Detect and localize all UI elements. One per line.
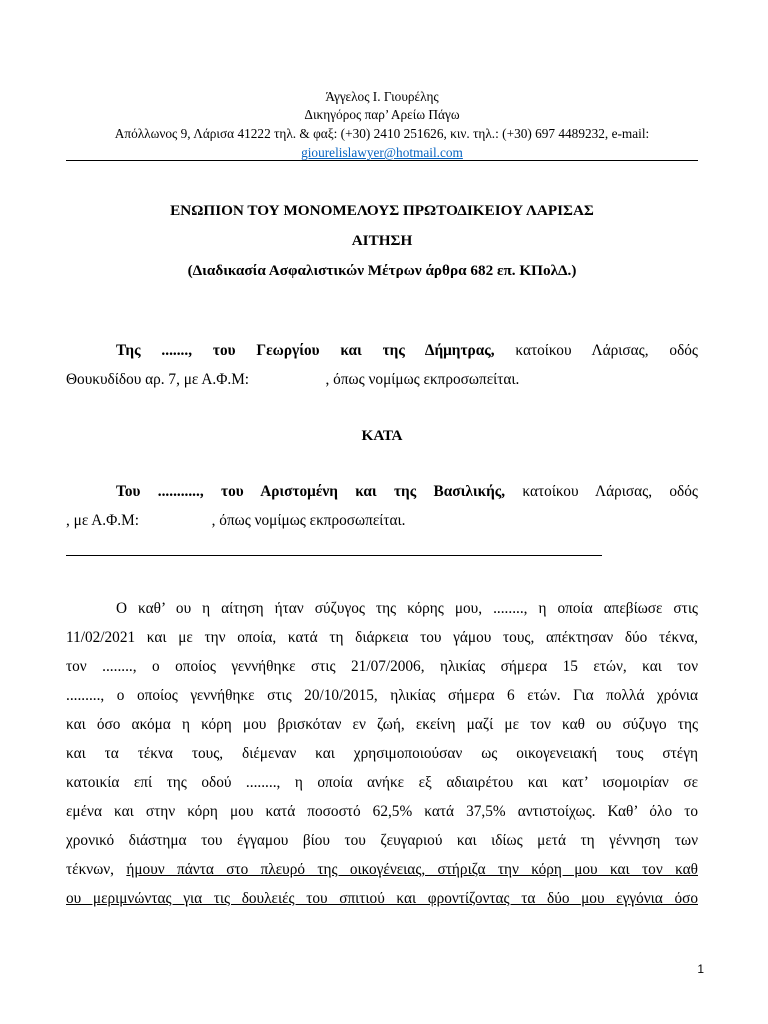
email-link[interactable]: giourelislawyer@hotmail.com: [301, 145, 463, 160]
body-line-1: Ο καθ’ ου η αίτηση ήταν σύζυγος της κόρης μου, ........, η οποία απεβίωσε στις: [116, 600, 698, 617]
procedure-subtitle: (Διαδικασία Ασφαλιστικών Μέτρων άρθρα 682 επ. ΚΠολΔ.): [187, 262, 577, 279]
body-line-10: τέκνων, ήμουν πάντα στο πλευρό της οικογένειας, στήριζα την κόρη μου και τον καθ: [66, 861, 698, 878]
section-separator: [66, 555, 602, 556]
document-type: ΑΙΤΗΣΗ: [351, 232, 413, 249]
body-line-6: και τα τέκνα τους, διέμεναν και χρησιμοποιούσαν ως οικογενειακή τους στέγη: [66, 745, 698, 762]
respondent-line-2: , με Α.Φ.Μ: , όπως νομίμως εκπροσωπείται.: [66, 512, 406, 529]
kata-heading: ΚΑΤΑ: [361, 427, 403, 444]
body-line-11: [66, 889, 698, 909]
header-divider: [66, 160, 698, 161]
applicant-line-1: Της ......., του Γεωργίου και της Δήμητρας, κατοίκου Λάρισας, οδός: [116, 342, 698, 359]
body-line-7: κατοικία επί της οδού ........, η οποία ανήκε εξ αδιαιρέτου και κατ’ ισομοιρίαν σε: [66, 774, 698, 791]
underlined-text: ου μεριμνώντας για τις δουλειές του σπιτιού και φροντίζοντας τα δύο μου εγγόνια όσο: [66, 890, 698, 907]
body-line-3: τον ........, ο οποίος γεννήθηκε στις 21/07/2006, ηλικίας σήμερα 15 ετών, και τον: [66, 658, 698, 675]
lawyer-title: Δικηγόρος παρ’ Αρείω Πάγω: [304, 107, 460, 122]
body-line-2: 11/02/2021 και με την οποία, κατά τη διάρκεια του γάμου τους, απέκτησαν δύο τέκνα,: [66, 629, 698, 646]
page-number: 1: [697, 962, 704, 976]
body-line-8: εμένα και στην κόρη μου κατά ποσοστό 62,5% κατά 37,5% αντιστοίχως. Καθ’ όλο το: [66, 803, 698, 820]
respondent-name: Του ..........., του Αριστομένη και της Βασιλικής,: [116, 483, 506, 500]
underlined-text: ήμουν πάντα στο πλευρό της οικογένειας, στήριζα την κόρη μου και τον καθ: [126, 861, 698, 878]
applicant-name: Της ......., του Γεωργίου και της Δήμητρας,: [116, 342, 495, 359]
applicant-line-2: Θουκυδίδου αρ. 7, με Α.Φ.Μ: , όπως νομίμως εκπροσωπείται.: [66, 371, 520, 388]
lawyer-address: Απόλλωνος 9, Λάρισα 41222 τηλ. & φαξ: (+30) 2410 251626, κιν. τηλ.: (+30) 697 4489232, e-mail:: [114, 126, 650, 141]
respondent-line-1: Του ..........., του Αριστομένη και της Βασιλικής, κατοίκου Λάρισας, οδός: [116, 483, 698, 500]
lawyer-name: Άγγελος Ι. Γιουρέλης: [325, 89, 439, 104]
court-heading: ΕΝΩΠΙΟΝ ΤΟΥ ΜΟΝΟΜΕΛΟΥΣ ΠΡΩΤΟΔΙΚΕΙΟΥ ΛΑΡΙΣΑΣ: [170, 202, 594, 219]
body-line-4: ........., ο οποίος γεννήθηκε στις 20/10/2015, ηλικίας σήμερα 6 ετών. Για πολλά χρόνια: [66, 687, 698, 704]
body-line-9: χρονικό διάστημα του έγγαμου βίου του ζευγαριού και ιδίως μετά τη γέννηση των: [66, 832, 698, 849]
body-line-5: και όσο ακόμα η κόρη μου βρισκόταν εν ζωή, εκείνη μαζί με τον καθ ου σύζυγο της: [66, 716, 698, 733]
